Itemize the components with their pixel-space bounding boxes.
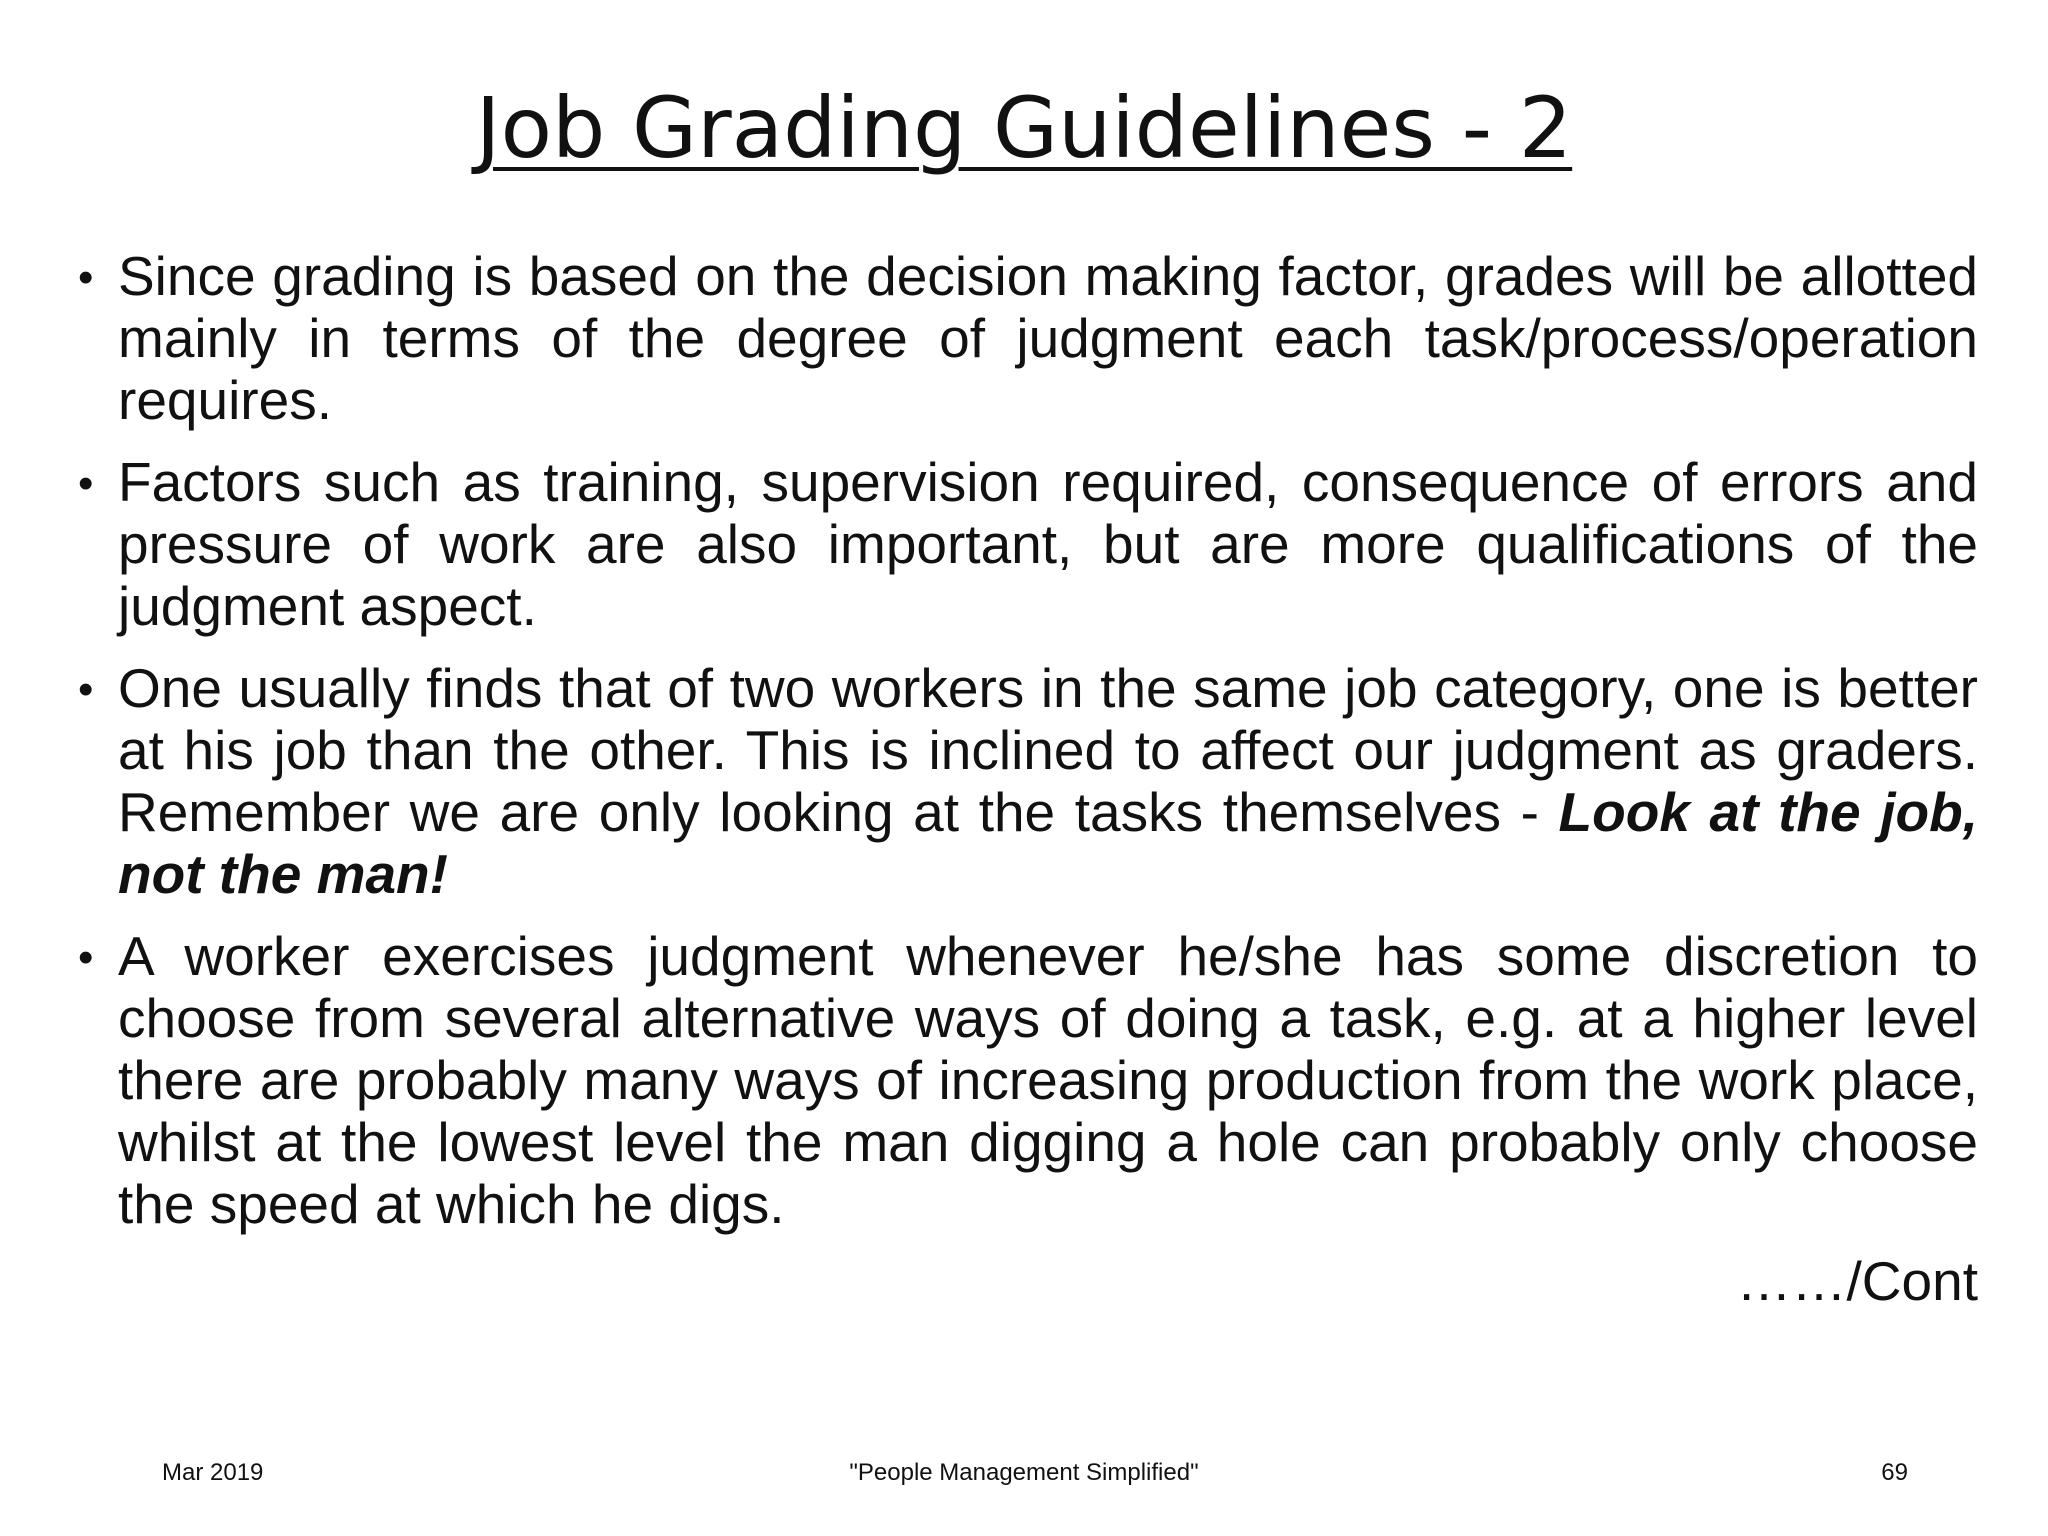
bullet-item-4 bbox=[78, 925, 1978, 1235]
bullet-text-3-body: One usually finds that of two workers in the same job category, one is better at his job than the other. This is inclined to affect our judgment as graders. Remember we are only looking at the tasks themselves - bbox=[118, 657, 1978, 843]
bullet-item-3 bbox=[78, 657, 1978, 905]
bullet-text-3-emphasis: Look at the job, not the man! bbox=[118, 781, 1978, 905]
bullet-text-4: A worker exercises judgment whenever he/she has some discretion to choose from several alternative ways of doing a task, e.g. at a higher level there are probably many ways of increasing production from the work place, whilst at the lowest level the man digging a hole can probably only choose the speed at which he digs. bbox=[118, 925, 1978, 1235]
bullet-text-2: Factors such as training, supervision required, consequence of errors and pressure of work are also important, but are more qualifications of the judgment aspect. bbox=[118, 451, 1978, 637]
continued-marker: ……/Cont bbox=[1736, 1250, 1978, 1312]
bullet-text-1: Since grading is based on the decision making factor, grades will be allotted mainly in terms of the degree of judgment each task/process/operation requires. bbox=[118, 245, 1978, 431]
slide-title: Job Grading Guidelines - 2 bbox=[475, 79, 1573, 177]
page-number: 69 bbox=[1881, 1459, 1908, 1486]
bullet-list bbox=[78, 245, 1978, 1255]
bullet-text-3 bbox=[118, 657, 1978, 905]
bullet-marker: • bbox=[78, 253, 94, 302]
bullet-marker: • bbox=[78, 933, 94, 982]
bullet-marker: • bbox=[78, 665, 94, 714]
bullet-item-2 bbox=[78, 451, 1978, 637]
bullet-item-1 bbox=[78, 245, 1978, 431]
footer-title: "People Management Simplified" bbox=[849, 1459, 1199, 1486]
footer-date: Mar 2019 bbox=[162, 1459, 264, 1486]
bullet-marker: • bbox=[78, 459, 94, 508]
